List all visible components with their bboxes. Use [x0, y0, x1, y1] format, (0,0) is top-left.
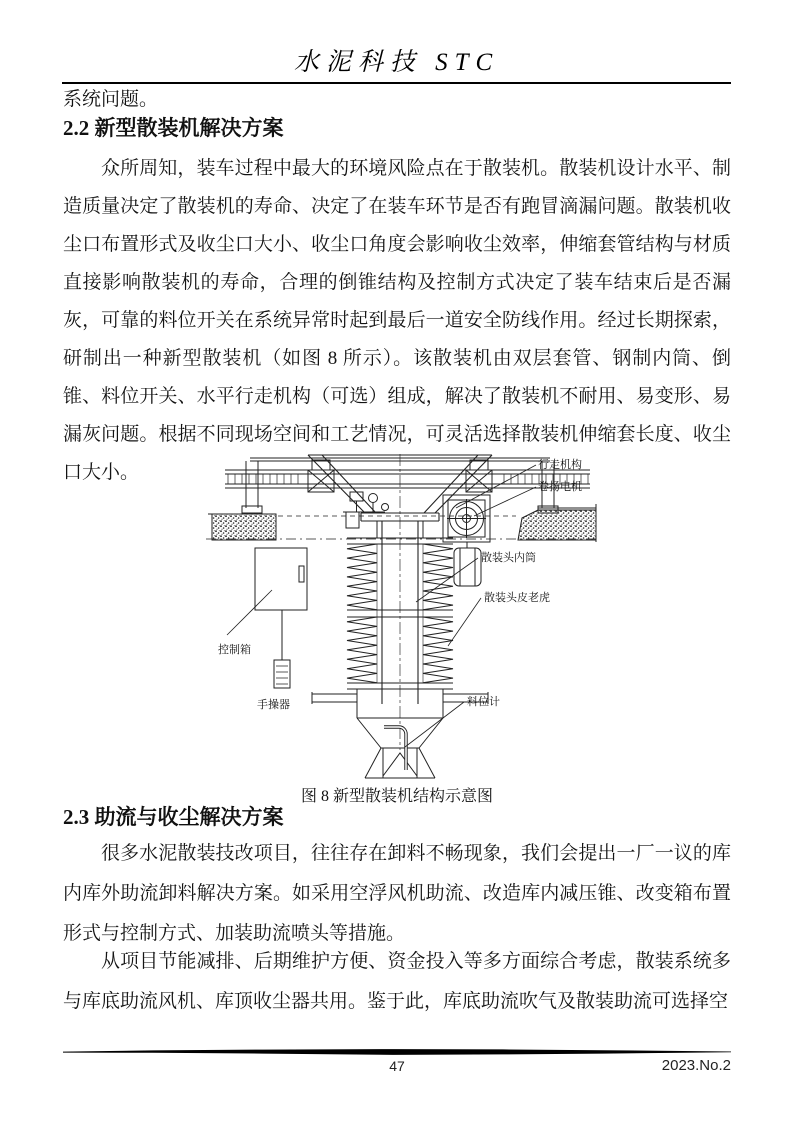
label-bellows: 散装头皮老虎: [484, 592, 550, 604]
label-inner-tube: 散装头内筒: [481, 552, 536, 564]
lead-paragraph: 系统问题。: [63, 89, 159, 110]
section-2-2-paragraph: 众所周知，装车过程中最大的环境风险点在于散装机。散装机设计水平、制造质量决定了散装机的寿命、决定了在装车环节是否有跑冒滴漏问题。散装机收尘口布置形式及收尘口大小、收尘口角度会影响收尘效率，伸缩套管结构与材质直接影响散装机的寿命，合理的倒锥结构及控制方式决定了装车结束后是否漏灰，可靠的料位开关在系统异常时起到最后一道安全防线作用。经过长期探索，研制出一种新型散装机（如图 8 所示）。该散装机由双层套管、钢制内筒、倒锥、料位开关、水平行走机构（可选）组成，解决了散装机不耐用、易变形、易漏灰问题。根据不同现场空间和工艺情况，可灵活选择散装机伸缩套长度、收尘口大小。: [63, 158, 731, 483]
bulk-loader-diagram: [200, 450, 600, 790]
label-control-box: 控制箱: [218, 644, 251, 656]
figure-8: [200, 450, 600, 790]
label-hoist-motor: 卷扬电机: [538, 481, 582, 493]
label-walking-mechanism: 行走机构: [538, 459, 582, 471]
label-level-gauge: 料位计: [467, 696, 500, 708]
footer-page-number: 47: [389, 1058, 405, 1074]
figure-caption: 图 8 新型散装机结构示意图: [300, 788, 493, 805]
winch-motor: [443, 495, 490, 586]
footer-issue: 2023.No.2: [661, 1057, 731, 1074]
journal-header-title: 水泥科技 STC: [293, 49, 500, 76]
section-2-3-paragraph-1: 很多水泥散装技改项目，往往存在卸料不畅现象，我们会提出一厂一议的库内库外助流卸料解决方案。如采用空浮风机助流、改造库内减压锥、改变箱布置形式与控制方式、加装助流喷头等措施。: [63, 843, 731, 944]
section-2-2-heading: 2.2 新型散装机解决方案: [63, 116, 284, 140]
control-box: [227, 548, 307, 635]
section-2-3-paragraph-2: 从项目节能减排、后期维护方便、资金投入等多方面综合考虑，散装系统多与库底助流风机、库顶收尘器共用。鉴于此，库底助流吹气及散装助流可选择空: [63, 951, 731, 1012]
label-hand-operator: 手操器: [257, 699, 290, 711]
trolley-frame: [225, 458, 590, 513]
section-2-3-heading: 2.3 助流与收尘解决方案: [63, 805, 284, 829]
hand-operator: [274, 610, 290, 688]
footer-rule: [63, 1049, 731, 1057]
